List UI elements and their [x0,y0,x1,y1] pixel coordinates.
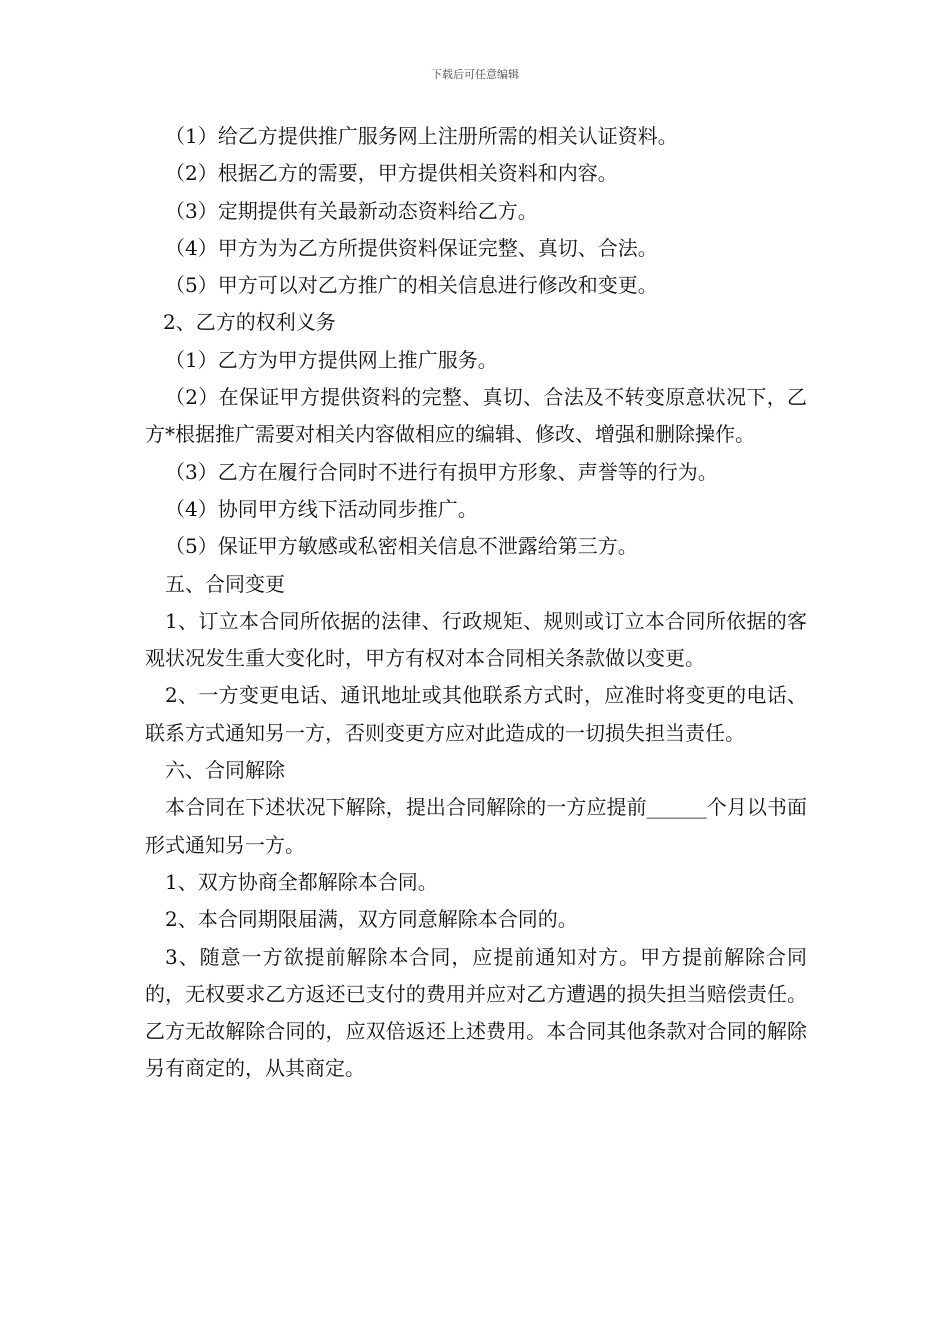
paragraph: （1）乙方为甲方提供网上推广服务。 [165,347,498,372]
document-body [145,118,807,1088]
paragraph: （5）甲方可以对乙方推广的相关信息进行修改和变更。 [165,273,658,298]
paragraph: 2、一方变更电话、通讯地址或其他联系方式时，应准时将变更的电话、联系方式通知另一方，否则变更方应对此造成的一切损失担当责任。 [145,683,807,745]
paragraph: （1）给乙方提供推广服务网上注册所需的相关认证资料。 [165,124,678,148]
section-heading: 2、乙方的权利义务 [163,310,336,335]
section-heading: 五、合同变更 [165,571,285,596]
page-header-note: 下载后可任意编辑 [431,68,519,81]
paragraph: （4）甲方为为乙方所提供资料保证完整、真切、合法。 [165,235,658,260]
paragraph: 1、双方协商全都解除本合同。 [165,869,438,894]
paragraph: （3）定期提供有关最新动态资料给乙方。 [165,198,538,223]
paragraph: （5）保证甲方敏感或私密相关信息不泄露给第三方。 [165,534,638,559]
paragraph: （2）在保证甲方提供资料的完整、真切、合法及不转变原意状况下，乙方*根据推广需要对相关内容做相应的编辑、修改、增强和删除操作。 [145,385,807,447]
paragraph: 本合同在下述状况下解除，提出合同解除的一方应提前______个月以书面形式通知另一方。 [145,795,807,857]
paragraph: （4）协同甲方线下活动同步推广。 [165,496,478,521]
paragraph: 2、本合同期限届满，双方同意解除本合同的。 [165,907,578,932]
paragraph: （3）乙方在履行合同时不进行有损甲方形象、声誉等的行为。 [165,459,718,484]
paragraph: （2）根据乙方的需要，甲方提供相关资料和内容。 [165,161,618,186]
paragraph: 3、随意一方欲提前解除本合同，应提前通知对方。甲方提前解除合同的，无权要求乙方返还已支付的费用并应对乙方遭遇的损失担当赔偿责任。乙方无故解除合同的，应双倍返还上述费用。本合同其他条款对合同的解除另有商定的，从其商定。 [145,944,807,1081]
section-heading: 六、合同解除 [165,758,285,783]
paragraph: 1、订立本合同所依据的法律、行政规矩、规则或订立本合同所依据的客观状况发生重大变化时，甲方有权对本合同相关条款做以变更。 [145,608,807,671]
